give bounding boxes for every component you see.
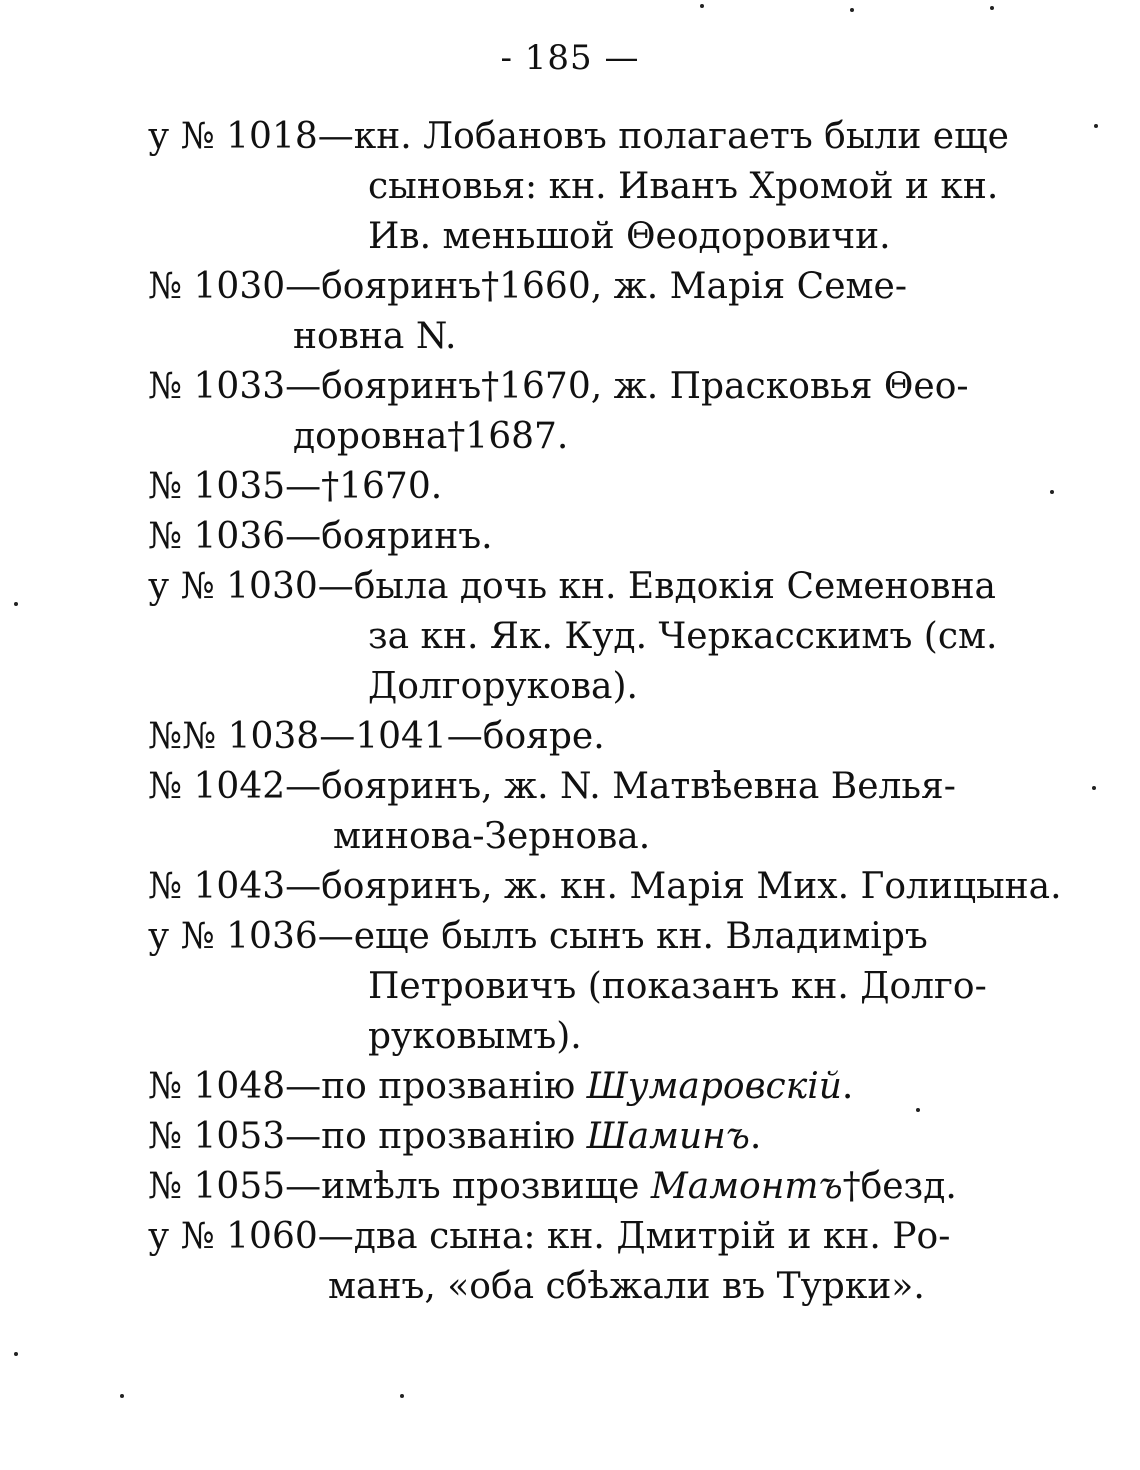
paper-speck <box>700 4 704 8</box>
entry-1035 <box>148 462 948 512</box>
entry-line <box>148 1162 957 1212</box>
entry-1038-1041 <box>148 712 948 762</box>
paper-speck <box>1050 490 1054 494</box>
entry-1030-daughter <box>148 562 998 712</box>
entry-nickname: Шаминъ <box>586 1116 750 1157</box>
paper-speck <box>14 602 18 606</box>
entry-line: у № 1060—два сына: кн. Дмитрій и кн. Ро- <box>148 1216 951 1257</box>
entry-nickname: Шумаровскій <box>586 1066 842 1107</box>
entry-line <box>148 1062 948 1112</box>
entry-text: †безд. <box>842 1166 957 1207</box>
paper-speck <box>400 1394 404 1398</box>
paper-speck <box>990 6 994 10</box>
entry-line: новна N. <box>293 316 457 357</box>
entry-text: № 1053—по прозванію <box>148 1116 587 1157</box>
entry-text: № 1048—по прозванію <box>148 1066 587 1107</box>
entry-1018 <box>148 112 1009 262</box>
entry-line: № 1033—бояринъ†1670, ж. Прасковья Θео- <box>148 366 969 407</box>
entry-line: № 1042—бояринъ, ж. N. Матвѣевна Велья- <box>148 766 956 807</box>
entries-list <box>148 112 1062 1312</box>
paper-speck <box>120 1394 124 1398</box>
paper-speck <box>916 1108 920 1112</box>
entry-line: у № 1030—была дочь кн. Евдокія Семеновна <box>148 566 997 607</box>
paper-speck <box>850 8 854 12</box>
entry-line: №№ 1038—1041—бояре. <box>148 716 605 757</box>
entry-line: у № 1036—еще былъ сынъ кн. Владиміръ <box>148 916 928 957</box>
entry-line: № 1036—бояринъ. <box>148 516 493 557</box>
entry-line: № 1035—†1670. <box>148 466 443 507</box>
entry-1036 <box>148 512 948 562</box>
entry-1060 <box>148 1212 951 1312</box>
entry-line: № 1043—бояринъ, ж. кн. Марія Мих. Голицына. <box>148 866 1062 907</box>
entry-line: за кн. Як. Куд. Черкасскимъ (см. <box>368 616 998 657</box>
entry-1042 <box>148 762 956 862</box>
entry-text: № 1055—имѣлъ прозвище <box>148 1166 651 1207</box>
entry-1030 <box>148 262 948 362</box>
entry-line: у № 1018—кн. Лобановъ полагаетъ были еще <box>148 116 1009 157</box>
entry-1055 <box>148 1162 957 1212</box>
entry-line: минова-Зернова. <box>333 816 651 857</box>
entry-line: руковымъ). <box>368 1016 582 1057</box>
entry-1033 <box>148 362 969 462</box>
entry-1043 <box>148 862 1062 912</box>
entry-line: Ив. меньшой Θеодоровичи. <box>368 216 891 257</box>
entry-1053 <box>148 1112 948 1162</box>
page-number: - 185 — <box>500 38 640 78</box>
entry-line <box>148 1112 948 1162</box>
entry-1048 <box>148 1062 948 1112</box>
entry-line: № 1030—бояринъ†1660, ж. Марія Семе- <box>148 266 907 307</box>
entry-line: сыновья: кн. Иванъ Хромой и кн. <box>368 166 999 207</box>
entry-text: . <box>841 1066 854 1107</box>
entry-1036-son <box>148 912 987 1062</box>
paper-speck <box>14 1352 18 1356</box>
entry-line: доровна†1687. <box>293 416 569 457</box>
entry-nickname: Мамонтъ <box>650 1166 843 1207</box>
paper-speck <box>1094 124 1098 128</box>
entry-text: . <box>749 1116 762 1157</box>
entry-line: Долгорукова). <box>368 666 638 707</box>
paper-speck <box>1092 786 1096 790</box>
entry-line: Петровичъ (показанъ кн. Долго- <box>368 966 987 1007</box>
entry-line: манъ, «оба сбѣжали въ Турки». <box>328 1266 925 1307</box>
